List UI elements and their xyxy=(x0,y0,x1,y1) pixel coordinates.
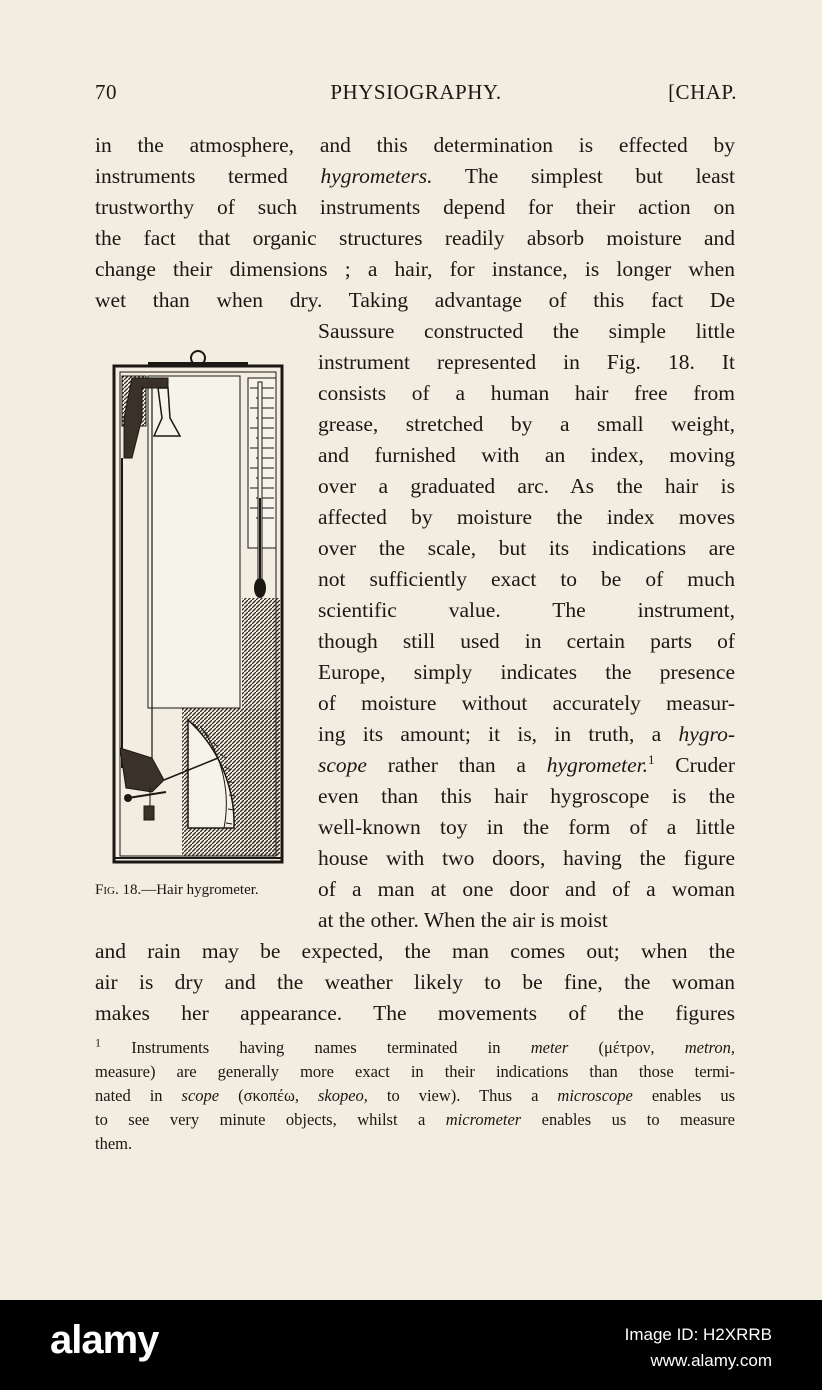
text-line: though still used in certain parts of xyxy=(318,629,735,653)
text-line: at the other. When the air is moist xyxy=(318,908,608,932)
footnote-line: nated in scope (σκοπέω, skopeo, to view). Thus a microscope enables us xyxy=(95,1086,735,1105)
image-id-block xyxy=(625,1322,772,1374)
text-line: and furnished with an index, moving xyxy=(318,443,735,467)
text-line: makes her appearance. The movements of the figures xyxy=(95,1001,735,1025)
footnote-line: measure) are generally more exact in their indications than those termi- xyxy=(95,1062,735,1081)
running-title: PHYSIOGRAPHY. xyxy=(330,80,502,104)
text-line: affected by moisture the index moves xyxy=(318,505,735,529)
text-line: even than this hair hygroscope is the xyxy=(318,784,735,808)
text-line: grease, stretched by a small weight, xyxy=(318,412,735,436)
text-line: of moisture without accurately measur- xyxy=(318,691,735,715)
footnote-line: $^1$ Instruments having names terminated in meter (μέτρον, metron, xyxy=(95,1036,735,1057)
text-line: instrument represented in Fig. 18. It xyxy=(318,350,735,374)
text-line: scientific value. The instrument, xyxy=(318,598,735,622)
footnote-line: them. xyxy=(95,1134,133,1153)
text-line: instruments termed hygrometers. The simplest but least xyxy=(95,164,735,188)
hair-hygrometer-illustration xyxy=(108,348,288,868)
text-line: in the atmosphere, and this determination is effected by xyxy=(95,133,735,157)
site-url: www.alamy.com xyxy=(650,1351,772,1370)
text-line: air is dry and the weather likely to be fine, the woman xyxy=(95,970,735,994)
footnote-line: to see very minute objects, whilst a micrometer enables us to measure xyxy=(95,1110,735,1129)
text-line: well-known toy in the form of a little xyxy=(318,815,735,839)
alamy-logo: alamy xyxy=(50,1318,159,1362)
chapter-label: [CHAP. xyxy=(668,80,737,104)
text-line: trustworthy of such instruments depend for their action on xyxy=(95,195,735,219)
text-line: change their dimensions ; a hair, for instance, is longer when xyxy=(95,257,735,281)
text-line: wet than when dry. Taking advantage of this fact De xyxy=(95,288,735,312)
text-line: the fact that organic structures readily absorb moisture and xyxy=(95,226,735,250)
image-id: Image ID: H2XRRB xyxy=(624,1325,772,1344)
text-line: over a graduated arc. As the hair is xyxy=(318,474,735,498)
figure-caption: Fig. 18.—Hair hygrometer. xyxy=(95,882,259,898)
text-line: Saussure constructed the simple little xyxy=(318,319,735,343)
text-line: Europe, simply indicates the presence xyxy=(318,660,735,684)
text-line: ing its amount; it is, in truth, a hygro- xyxy=(318,722,735,746)
text-line: of a man at one door and of a woman xyxy=(318,877,735,901)
footnote-marker: 1 xyxy=(648,751,655,767)
page-number: 70 xyxy=(95,80,117,104)
running-header xyxy=(95,80,737,112)
text-line: house with two doors, having the figure xyxy=(318,846,735,870)
text-line: consists of a human hair free from xyxy=(318,381,735,405)
text-line: over the scale, but its indications are xyxy=(318,536,735,560)
text-line: scope rather than a hygrometer.$^1$ Cruder xyxy=(318,751,735,777)
text-line: not sufficiently exact to be of much xyxy=(318,567,735,591)
text-line: and rain may be expected, the man comes out; when the xyxy=(95,939,735,963)
